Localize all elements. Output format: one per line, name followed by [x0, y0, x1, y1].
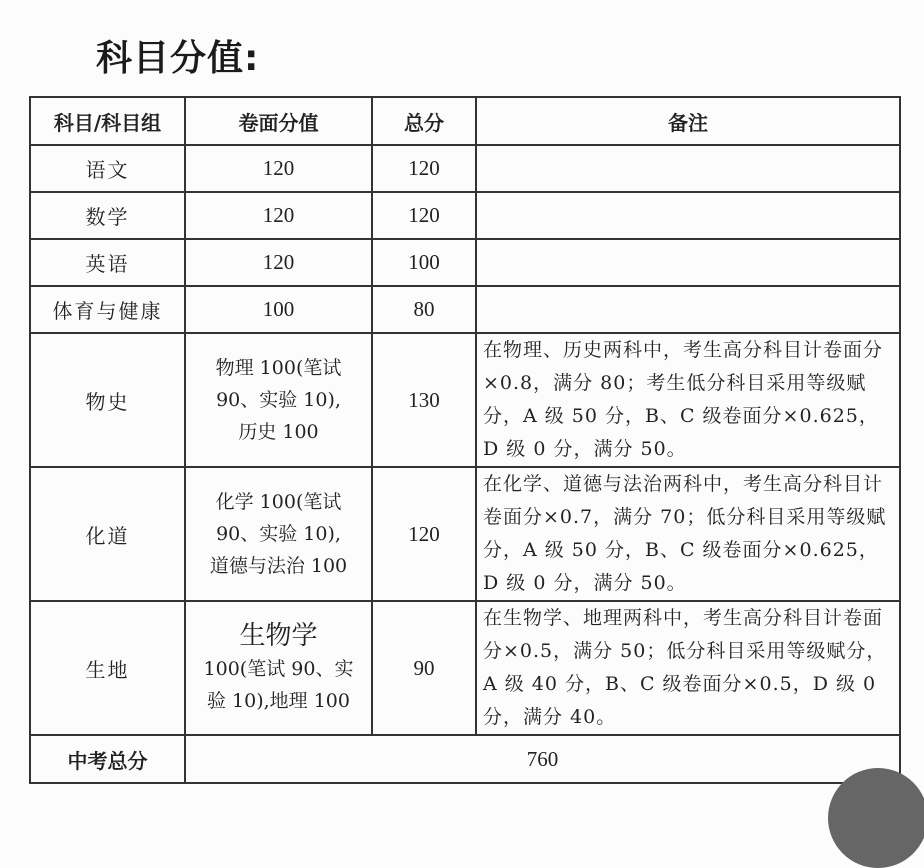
subject-cell: 生地: [30, 601, 185, 735]
paper-score-cell: 100: [185, 286, 372, 333]
subject-cell: 物史: [30, 333, 185, 467]
paper-score-cell: [185, 467, 372, 601]
score-table: [29, 96, 901, 784]
header-subject: 科目/科目组: [30, 97, 185, 145]
subject-cell: 语文: [30, 145, 185, 192]
table-row: [30, 145, 900, 192]
note-cell: [476, 145, 900, 192]
table-header-row: [30, 97, 900, 145]
table-row: [30, 601, 900, 735]
paper-score-line: 物理 100(笔试: [215, 357, 342, 379]
grand-total-value: 760: [185, 735, 900, 783]
subject-cell: 化道: [30, 467, 185, 601]
table-footer-row: [30, 735, 900, 783]
subject-cell: 英语: [30, 239, 185, 286]
total-cell: 120: [372, 467, 476, 601]
header-paper-score: 卷面分值: [185, 97, 372, 145]
paper-score-cell: 120: [185, 239, 372, 286]
table-row: [30, 467, 900, 601]
paper-score-line: 生物学: [239, 621, 318, 651]
paper-score-cell: [185, 601, 372, 735]
paper-score-line: 90、实验 10),: [216, 523, 341, 545]
note-cell: [476, 286, 900, 333]
table-row: [30, 286, 900, 333]
table-row: [30, 239, 900, 286]
floating-action-button[interactable]: [828, 768, 924, 868]
note-cell: [476, 192, 900, 239]
note-cell: 在物理、历史两科中，考生高分科目计卷面分×0.8，满分 80；考生低分科目采用等级赋分，A 级 50 分，B、C 级卷面分×0.625，D 级 0 分，满分 50。: [476, 333, 900, 467]
paper-score-line: 化学 100(笔试: [215, 491, 342, 513]
paper-score-line: 历史 100: [238, 421, 319, 443]
note-cell: [476, 239, 900, 286]
paper-score-line: 90、实验 10),: [216, 389, 341, 411]
note-cell: 在生物学、地理两科中，考生高分科目计卷面分×0.5，满分 50；低分科目采用等级赋分，A 级 40 分，B、C 级卷面分×0.5，D 级 0 分，满分 40。: [476, 601, 900, 735]
total-cell: 130: [372, 333, 476, 467]
paper-score-cell: 120: [185, 192, 372, 239]
paper-score-cell: 120: [185, 145, 372, 192]
total-cell: 90: [372, 601, 476, 735]
page-title: 科目分值:: [96, 38, 260, 79]
total-cell: 80: [372, 286, 476, 333]
paper-score-line: 100(笔试 90、实: [203, 658, 354, 680]
grand-total-label: 中考总分: [30, 735, 185, 783]
total-cell: 100: [372, 239, 476, 286]
total-cell: 120: [372, 145, 476, 192]
note-cell: 在化学、道德与法治两科中，考生高分科目计卷面分×0.7，满分 70；低分科目采用等级赋分，A 级 50 分，B、C 级卷面分×0.625，D 级 0 分，满分 50。: [476, 467, 900, 601]
paper-score-line: 验 10),地理 100: [207, 690, 350, 712]
subject-cell: 体育与健康: [30, 286, 185, 333]
table-row: [30, 192, 900, 239]
header-note: 备注: [476, 97, 900, 145]
total-cell: 120: [372, 192, 476, 239]
subject-cell: 数学: [30, 192, 185, 239]
header-total: 总分: [372, 97, 476, 145]
paper-score-line: 道德与法治 100: [209, 555, 348, 577]
paper-score-cell: [185, 333, 372, 467]
table-row: [30, 333, 900, 467]
